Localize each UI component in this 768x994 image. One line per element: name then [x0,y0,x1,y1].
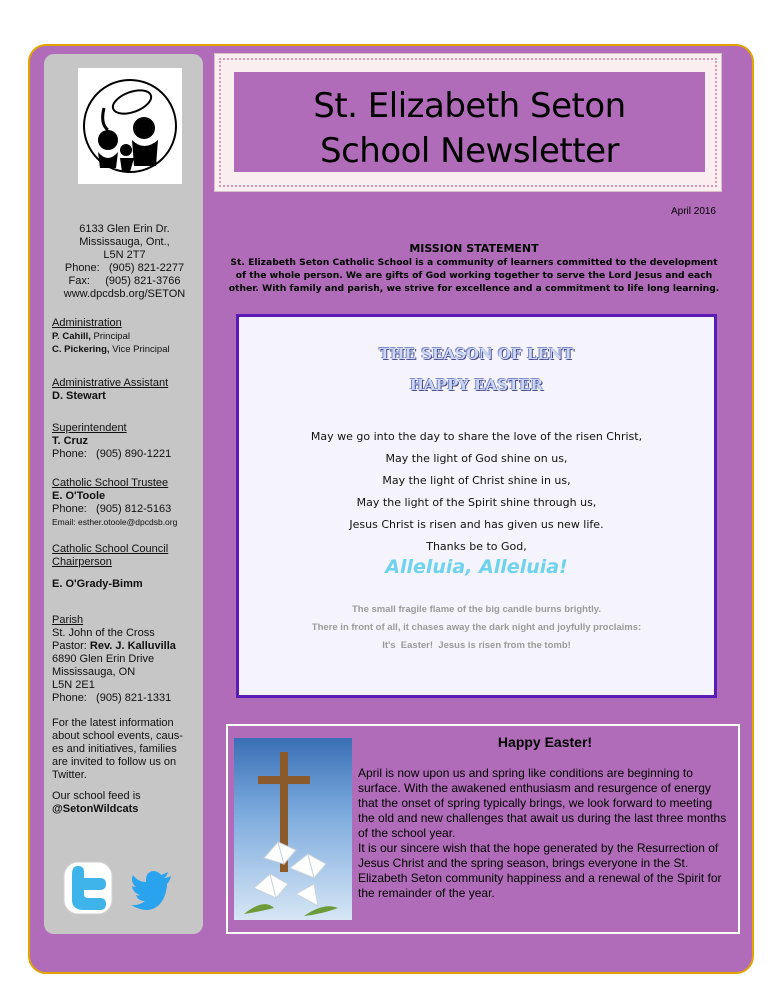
parish-street: 6890 Glen Erin Drive [52,653,155,665]
assistant-name: D. Stewart [52,390,106,402]
address-line-1: 6133 Glen Erin Dr. [79,223,170,235]
mission-statement [214,256,734,295]
easter-heading: HAPPY EASTER [409,376,544,394]
mission-line-3: other. With family and parish, we strive for excellence and a commitment to life long learning. [228,283,720,294]
postal-code: L5N 2T7 [103,249,146,261]
social-block [52,717,197,816]
trustee-block [52,477,197,529]
administration-block [52,317,197,356]
social-info-3: es and initiatives, families [52,743,177,755]
prayer-line-5: Jesus Christ is risen and has given us new life. [349,518,604,531]
phone-number: Phone: (905) 821-2277 [64,262,185,274]
easter-paragraph-1: April is now upon us and spring like conditions are beginning to surface. With the awakened enthusiasm and resurgence of energy that the onset of spring typically brings, we look forward to meeting the old and new challenges that await us during the last three months of the school year. [358,766,727,840]
contact-block [52,223,197,301]
newsletter-title [234,84,705,174]
prayer-line-3: May the light of Christ shine in us, [382,474,571,487]
social-info-5: Twitter. [52,769,87,781]
address-line-2: Mississauga, Ont., [79,236,170,248]
trustee-phone: Phone: (905) 812-5163 [52,503,172,515]
prayer-line-1: May we go into the day to share the love of the risen Christ, [310,430,643,443]
mission-heading: MISSION STATEMENT [409,242,539,255]
assistant-block [52,377,197,403]
social-info-2: about school events, caus- [52,730,183,742]
parish-phone: Phone: (905) 821-1331 [52,692,172,704]
principal-name: P. Cahill, [52,331,91,342]
pastor-label: Pastor: [52,640,90,652]
principal-role: Principal [90,331,130,342]
fax-number: Fax: (905) 821-3766 [68,275,181,287]
council-heading-2: Chairperson [52,556,112,568]
trustee-heading: Catholic School Trustee [52,477,169,489]
social-info-4: are invited to follow us on [52,756,177,768]
happy-easter-heading: Happy Easter! [497,734,593,750]
superintendent-block [52,422,197,461]
parish-church: St. John of the Cross [52,627,155,639]
parish-city: Mississauga, ON [52,666,136,678]
twitter-handle[interactable]: @SetonWildcats [52,803,139,815]
title-line-2: School Newsletter [320,131,619,171]
lent-heading: THE SEASON OF LENT [379,345,574,363]
parish-heading: Parish [52,614,84,626]
easter-paragraph-2: It is our sincere wish that the hope generated by the Resurrection of Jesus Christ and the spring season, brings everyone in the St. Elizabeth Seton community happiness and a renewal of the Spirit for the remainder of the year. [358,841,722,900]
mission-line-2: of the whole person. We are gifts of God working together to serve the Lord Jesus and each [235,270,713,281]
council-block [52,543,197,591]
alleluia-text: Alleluia, Alleluia! [385,556,568,578]
issue-date: April 2016 [670,206,716,217]
council-heading-1: Catholic School Council [52,543,169,555]
parish-block [52,614,197,705]
twitter-t-icon[interactable] [62,860,114,916]
prayer-line-6: Thanks be to God, [426,540,527,553]
website-link[interactable]: www.dpcdsb.org/SETON [63,288,186,300]
feed-label: Our school feed is [52,790,141,802]
mission-line-1: St. Elizabeth Seton Catholic School is a community of learners committed to the development [230,257,718,268]
social-info-1: For the latest information [52,717,174,729]
vice-principal-name: C. Pickering, [52,344,110,355]
title-line-1: St. Elizabeth Seton [313,86,626,126]
school-logo [78,68,182,184]
parish-postal: L5N 2E1 [52,679,95,691]
prayer-line-4: May the light of the Spirit shine through us, [356,496,597,509]
trustee-name: E. O'Toole [52,490,106,502]
trustee-email[interactable]: Email: esther.otoole@dpcdsb.org [52,517,178,527]
poem-line-1: The small fragile flame of the big candle burns brightly. [352,604,601,615]
poem-line-2: There in front of all, it chases away the dark night and joyfully proclaims: [311,622,642,633]
superintendent-heading: Superintendent [52,422,127,434]
twitter-bird-icon[interactable] [131,868,173,910]
superintendent-phone: Phone: (905) 890-1221 [52,448,172,460]
easter-article-body [358,766,732,901]
council-chair-name: E. O'Grady-Bimm [52,578,143,590]
superintendent-name: T. Cruz [52,435,89,447]
prayer-line-2: May the light of God shine on us, [385,452,568,465]
poem-line-3: It's Easter! Jesus is risen from the tomb! [382,640,571,651]
assistant-heading: Administrative Assistant [52,377,169,389]
administration-heading: Administration [52,317,122,329]
cross-lilies-image [234,738,352,920]
pastor-name: Rev. J. Kalluvilla [89,640,176,652]
vice-principal-role: Vice Principal [109,344,170,355]
